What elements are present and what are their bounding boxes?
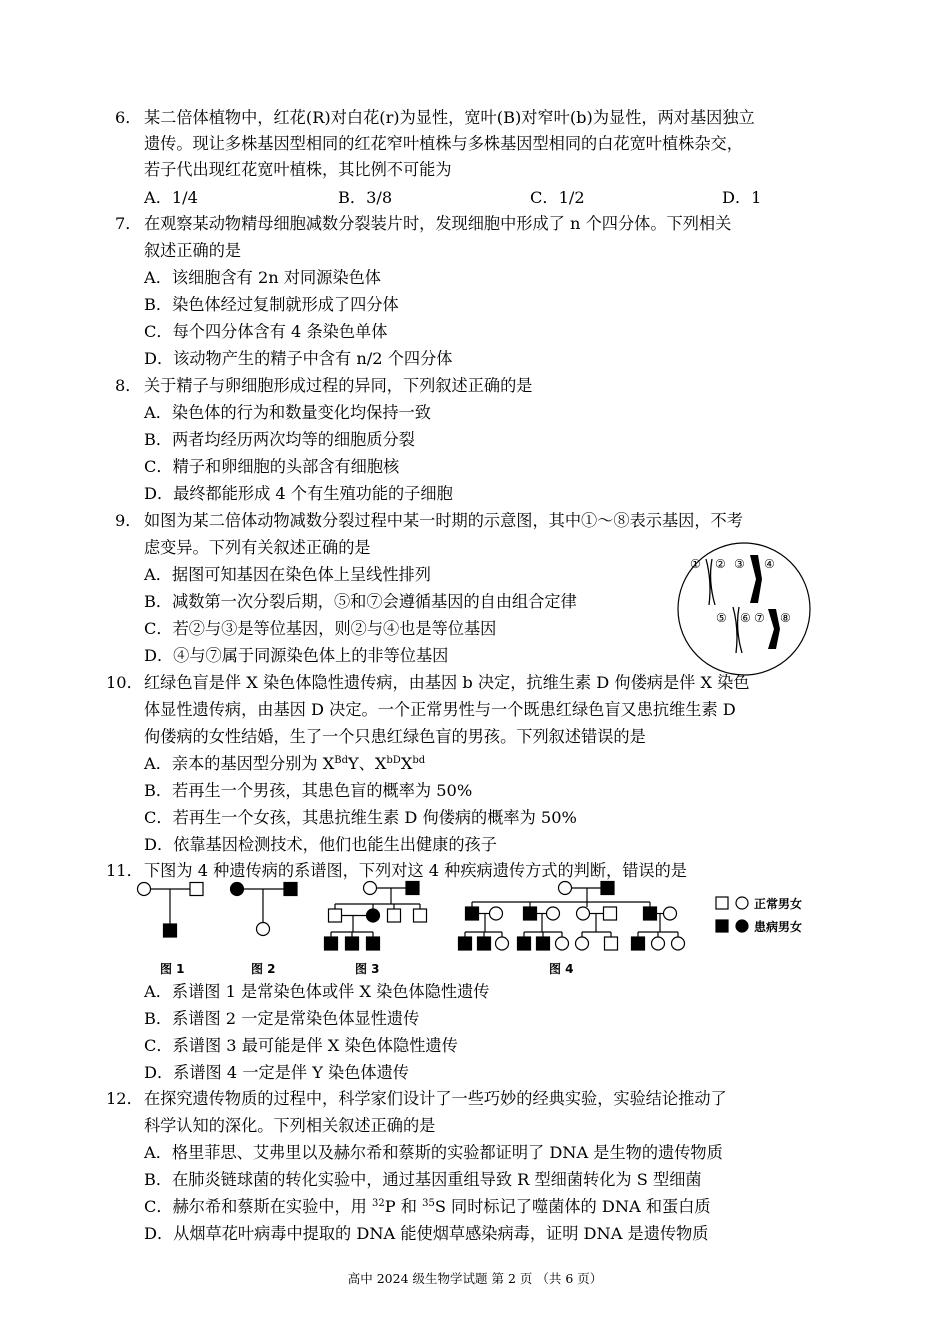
legend-affected-female (736, 920, 748, 932)
option-a-prefix: A．亲本的基因型分别为 X (144, 754, 335, 773)
question-text-line: 下图为 4 种遗传病的系谱图，下列对这 4 种疾病遗传方式的判断，错误的是 (144, 861, 687, 880)
question-text-line: 在观察某动物精母细胞减数分裂装片时，发现细胞中形成了 n 个四分体。下列相关 (144, 214, 732, 233)
affected-male (537, 937, 550, 950)
option-c: C．系谱图 3 最可能是伴 X 染色体隐性遗传 (144, 1036, 458, 1055)
page-footer: 高中 2024 级生物学试题 第 2 页 （共 6 页） (347, 1271, 603, 1286)
normal-male (329, 909, 342, 922)
option-b: B．3/8 (338, 188, 393, 207)
chromosome (706, 559, 715, 605)
figure-caption: 图 1 (160, 962, 185, 976)
normal-female (576, 937, 589, 950)
question-number: 11． (106, 861, 143, 880)
affected-male (459, 937, 472, 950)
affected-male (524, 907, 537, 920)
figure-caption: 图 4 (549, 962, 574, 976)
option-b: B．染色体经过复制就形成了四分体 (144, 295, 399, 314)
pedigree-2 (231, 883, 298, 936)
question-text-line: 佝偻病的女性结婚，生了一个只患红绿色盲的男孩。下列叙述错误的是 (144, 727, 646, 746)
option-a: A．1/4 (144, 188, 198, 207)
question-number: 8． (115, 376, 142, 395)
normal-female (257, 923, 270, 936)
option-c-prefix: C．赫尔希和蔡斯在实验中，用 (144, 1197, 372, 1216)
question-text-line: 虑变异。下列有关叙述正确的是 (144, 538, 371, 557)
question-text-line: 在探究遗传物质的过程中，科学家们设计了一些巧妙的经典实验，实验结论推动了 (144, 1089, 727, 1108)
question-number: 6． (115, 108, 142, 127)
gene-label: ⑦ (754, 611, 765, 625)
chromosome (750, 555, 762, 603)
normal-female (490, 907, 503, 920)
affected-male (518, 937, 531, 950)
normal-female (652, 937, 665, 950)
affected-male (325, 937, 338, 950)
pedigree-figures (130, 880, 850, 980)
question-number: 7． (115, 214, 142, 233)
affected-male (164, 924, 177, 937)
option-c: C．若再生一个女孩，其患抗维生素 D 佝偻病的概率为 50% (144, 808, 577, 827)
option-a: A．格里菲思、艾弗里以及赫尔希和蔡斯的实验都证明了 DNA 是生物的遗传物质 (144, 1143, 723, 1162)
pedigree-3 (325, 882, 427, 951)
question-text-line: 某二倍体植物中，红花(R)对白花(r)为显性，宽叶(B)对窄叶(b)为显性，两对基因独立 (144, 108, 755, 127)
normal-female (364, 882, 377, 895)
normal-female (138, 883, 151, 896)
normal-female (556, 937, 569, 950)
question-text-line: 如图为某二倍体动物减数分裂过程中某一时期的示意图，其中①～⑧表示基因，不考 (144, 511, 743, 530)
question-text-line: 叙述正确的是 (144, 241, 242, 260)
option-d: D．依靠基因检测技术，他们也能生出健康的孩子 (144, 835, 497, 854)
normal-male (605, 937, 618, 950)
normal-male (414, 909, 427, 922)
question-text-line: 体显性遗传病，由基因 D 决定。一个正常男性与一个既患红绿色盲又患抗维生素 D (144, 700, 736, 719)
question-text-line: 科学认知的深化。下列相关叙述正确的是 (144, 1116, 436, 1135)
gene-label: ③ (734, 557, 745, 571)
option-a: A．据图可知基因在染色体上呈线性排列 (144, 565, 431, 584)
option-d: D．该动物产生的精子中含有 n/2 个四分体 (144, 349, 453, 368)
isotope-superscript: 35 (422, 1198, 435, 1209)
option-b: B．两者均经历两次均等的细胞质分裂 (144, 430, 415, 449)
gene-label: ② (715, 557, 726, 571)
question-text-line: 红绿色盲是伴 X 染色体隐性遗传病，由基因 b 决定，抗维生素 D 佝偻病是伴 X 染色 (144, 673, 750, 692)
pedigree-legend (716, 897, 748, 932)
pedigree-1 (138, 883, 204, 938)
option-a: A．系谱图 1 是常染色体或伴 X 染色体隐性遗传 (144, 982, 490, 1001)
option-a-mid: Y、X (347, 754, 387, 773)
affected-male (644, 907, 657, 920)
gene-label: ⑥ (740, 611, 751, 625)
genotype-superscript: bd (412, 755, 426, 766)
option-b: B．减数第一次分裂后期，⑤和⑦会遵循基因的自由组合定律 (144, 592, 577, 611)
legend-affected-label: 患病男女 (754, 920, 803, 934)
affected-male (466, 907, 479, 920)
legend-normal-female (736, 897, 748, 909)
option-c: C．1/2 (530, 188, 585, 207)
question-number: 10． (106, 673, 143, 692)
legend-affected-male (716, 920, 728, 932)
normal-male (604, 907, 617, 920)
question-text-line: 若子代出现红花宽叶植株，其比例不可能为 (144, 160, 452, 179)
option-b: B．在肺炎链球菌的转化实验中，通过基因重组导致 R 型细菌转化为 S 型细菌 (144, 1170, 702, 1189)
question-number: 9． (115, 511, 142, 530)
affected-male (601, 882, 614, 895)
normal-female (577, 907, 590, 920)
affected-male (346, 937, 359, 950)
meiosis-cell-figure (676, 541, 812, 677)
normal-male (388, 909, 401, 922)
option-c: C．精子和卵细胞的头部含有细胞核 (144, 457, 400, 476)
option-a (144, 753, 425, 775)
chromosome-pair-bottom-right (768, 609, 780, 649)
figure-caption: 图 2 (251, 962, 276, 976)
option-a: A．该细胞含有 2n 对同源染色体 (144, 268, 381, 287)
normal-male (190, 883, 203, 896)
option-a: A．染色体的行为和数量变化均保持一致 (144, 403, 431, 422)
affected-male (406, 882, 419, 895)
genotype-superscript: bD (386, 755, 401, 766)
normal-female (547, 907, 560, 920)
isotope-superscript: 32 (371, 1198, 385, 1209)
gene-label: ⑤ (716, 611, 727, 625)
affected-female (231, 883, 244, 896)
affected-female (367, 909, 380, 922)
question-text-line: 遗传。现让多株基因型相同的红花窄叶植株与多株基因型相同的白花宽叶植株杂交， (144, 134, 743, 153)
chromosome-pair-top-left (706, 559, 715, 605)
option-b: B．若再生一个男孩，其患色盲的概率为 50% (144, 781, 473, 800)
genotype-superscript: Bd (334, 755, 348, 766)
option-d: D．1 (722, 188, 762, 207)
option-d: D．④与⑦属于同源染色体上的非等位基因 (144, 646, 449, 665)
option-c (144, 1196, 711, 1218)
affected-male (367, 937, 380, 950)
legend-normal-male (716, 897, 728, 909)
gene-label: ④ (764, 557, 775, 571)
option-c-suffix: S 同时标记了噬菌体的 DNA 和蛋白质 (434, 1197, 711, 1216)
affected-male (284, 883, 297, 896)
gene-label: ⑧ (780, 611, 791, 625)
option-d: D．从烟草花叶病毒中提取的 DNA 能使烟草感染病毒，证明 DNA 是遗传物质 (144, 1224, 709, 1243)
normal-female (672, 937, 685, 950)
chromosome-pair-top-right (750, 555, 762, 603)
option-d: D．最终都能形成 4 个有生殖功能的子细胞 (144, 484, 453, 503)
pedigree-4 (459, 882, 685, 951)
question-text-line: 关于精子与卵细胞形成过程的异同，下列叙述正确的是 (144, 376, 533, 395)
figure-caption: 图 3 (355, 962, 380, 976)
affected-male (632, 937, 645, 950)
chromosome (768, 609, 780, 649)
option-a-mid2: X (400, 754, 413, 773)
option-c: C．每个四分体含有 4 条染色单体 (144, 322, 388, 341)
normal-female (559, 882, 572, 895)
gene-label: ① (690, 557, 701, 571)
normal-female (664, 907, 677, 920)
legend-normal-label: 正常男女 (754, 897, 803, 911)
question-number: 12． (106, 1089, 143, 1108)
option-b: B．系谱图 2 一定是常染色体显性遗传 (144, 1009, 420, 1028)
affected-male (478, 937, 491, 950)
option-c-mid: P 和 (384, 1197, 423, 1216)
option-d: D．系谱图 4 一定是伴 Y 染色体遗传 (144, 1063, 409, 1082)
option-c: C．若②与③是等位基因，则②与④也是等位基因 (144, 619, 497, 638)
normal-female (496, 937, 509, 950)
